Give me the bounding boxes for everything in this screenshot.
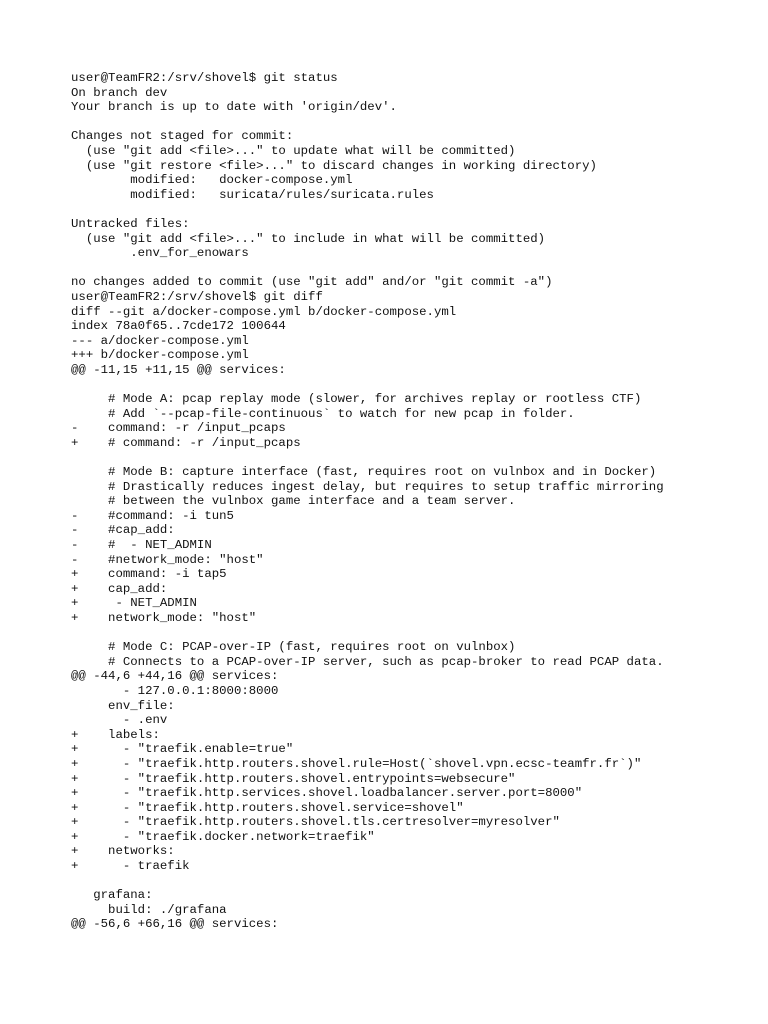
terminal-line: + - traefik <box>71 859 190 874</box>
terminal-line: + - "traefik.http.services.shovel.loadbalancer.server.port=8000" <box>71 786 583 801</box>
terminal-line <box>71 202 761 217</box>
terminal-line: - # - NET_ADMIN <box>71 538 212 552</box>
terminal-line: + cap_add: <box>71 581 168 596</box>
terminal-line: Your branch is up to date with 'origin/dev'. <box>71 100 397 115</box>
terminal-line: + network_mode: "host" <box>71 610 257 625</box>
terminal-line: Untracked files: <box>71 216 190 231</box>
terminal-line: - #cap_add: <box>71 523 175 538</box>
terminal-line: .env_for_enowars <box>71 246 249 261</box>
terminal-line: @@ -44,6 +44,16 @@ services: <box>71 669 279 684</box>
terminal-line: - #command: -i tun5 <box>71 508 234 523</box>
terminal-line: + - "traefik.http.routers.shovel.service=shovel" <box>71 800 464 815</box>
terminal-line: build: ./grafana <box>71 902 227 917</box>
terminal-line: --- a/docker-compose.yml <box>71 333 249 348</box>
terminal-line <box>71 377 761 392</box>
terminal-line: + networks: <box>71 844 175 859</box>
terminal-line: On branch dev <box>71 85 168 100</box>
terminal-line: + labels: <box>71 727 160 742</box>
terminal-line <box>71 626 761 641</box>
terminal-line: + command: -i tap5 <box>71 567 227 582</box>
terminal-line: # Connects to a PCAP-over-IP server, such as pcap-broker to read PCAP data. <box>71 654 664 669</box>
terminal-line: env_file: <box>71 698 175 713</box>
terminal-line: (use "git add <file>..." to include in what will be committed) <box>71 231 546 246</box>
terminal-line: modified: suricata/rules/suricata.rules <box>71 187 434 202</box>
terminal-line: Changes not staged for commit: <box>71 129 294 144</box>
terminal-line: + - "traefik.http.routers.shovel.tls.certresolver=myresolver" <box>71 815 560 830</box>
terminal-line: (use "git restore <file>..." to discard changes in working directory) <box>71 158 597 173</box>
terminal-line <box>71 874 761 889</box>
terminal-line: # Mode B: capture interface (fast, requires root on vulnbox and in Docker) <box>71 465 657 480</box>
terminal-line: grafana: <box>71 888 153 903</box>
terminal-line: + # command: -r /input_pcaps <box>71 435 301 450</box>
terminal-line: no changes added to commit (use "git add" and/or "git commit -a") <box>71 275 553 290</box>
terminal-line: + - "traefik.http.routers.shovel.rule=Host(`shovel.vpn.ecsc-teamfr.fr`)" <box>71 756 642 771</box>
terminal-line: - command: -r /input_pcaps <box>71 421 286 436</box>
terminal-line: + - NET_ADMIN <box>71 596 197 611</box>
terminal-line: diff --git a/docker-compose.yml b/docker-compose.yml <box>71 304 457 319</box>
terminal-line: @@ -56,6 +66,16 @@ services: <box>71 917 279 932</box>
terminal-line <box>71 450 761 465</box>
terminal-line: +++ b/docker-compose.yml <box>71 348 249 363</box>
terminal-line: modified: docker-compose.yml <box>71 173 353 188</box>
terminal-line: + - "traefik.enable=true" <box>71 742 294 757</box>
terminal-line: # Mode C: PCAP-over-IP (fast, requires root on vulnbox) <box>71 640 516 655</box>
terminal-output <box>71 71 761 932</box>
terminal-line: # Drastically reduces ingest delay, but requires to setup traffic mirroring <box>71 479 664 494</box>
terminal-line: user@TeamFR2:/srv/shovel$ git status <box>71 71 338 85</box>
terminal-line: (use "git add <file>..." to update what will be committed) <box>71 143 516 158</box>
terminal-line: - 127.0.0.1:8000:8000 <box>71 683 279 698</box>
terminal-line: + - "traefik.docker.network=traefik" <box>71 829 375 844</box>
terminal-line: - #network_mode: "host" <box>71 552 264 567</box>
terminal-line <box>71 115 761 130</box>
terminal-line: + - "traefik.http.routers.shovel.entrypoints=websecure" <box>71 771 516 786</box>
terminal-line <box>71 261 761 276</box>
terminal-line: # between the vulnbox game interface and a team server. <box>71 494 516 509</box>
terminal-line: @@ -11,15 +11,15 @@ services: <box>71 362 286 377</box>
terminal-line: # Add `--pcap-file-continuous` to watch for new pcap in folder. <box>71 406 575 421</box>
terminal-line: user@TeamFR2:/srv/shovel$ git diff <box>71 289 323 304</box>
terminal-line: # Mode A: pcap replay mode (slower, for archives replay or rootless CTF) <box>71 392 642 407</box>
terminal-line: index 78a0f65..7cde172 100644 <box>71 319 286 334</box>
terminal-line: - .env <box>71 713 168 728</box>
